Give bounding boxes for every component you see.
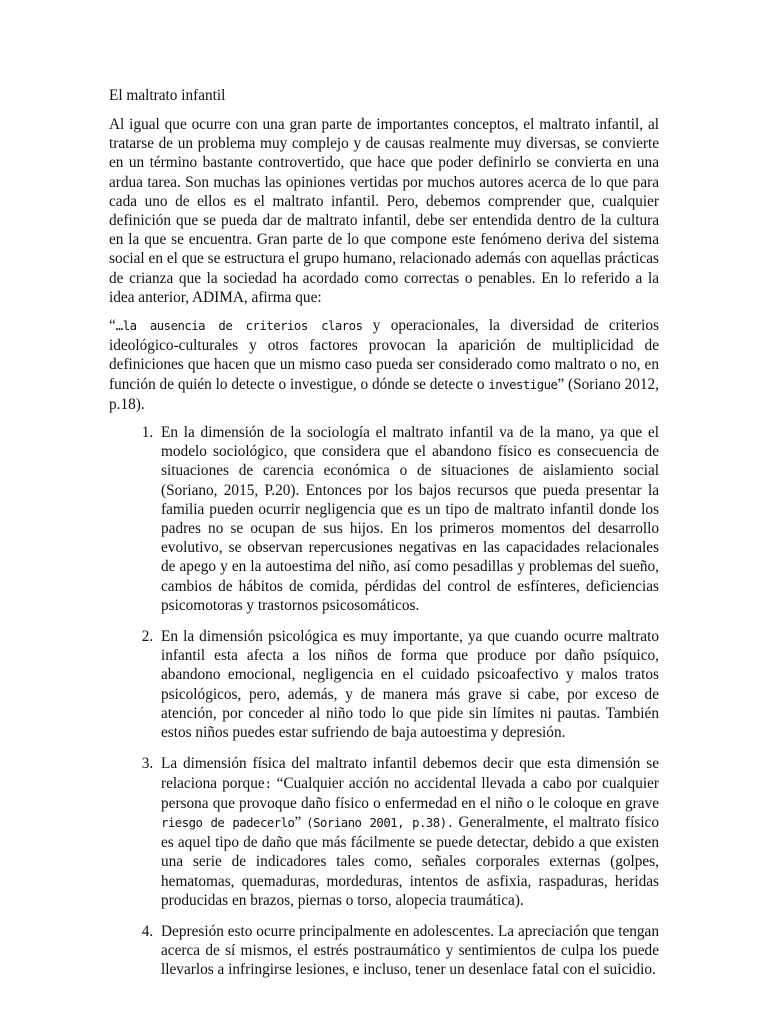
quote-citation: ” (Soriano 2012, p.18). xyxy=(109,375,659,413)
list-item-physical xyxy=(157,754,659,910)
list-item-psychology xyxy=(157,627,659,742)
list-item-sociology xyxy=(157,423,659,615)
list-item-text: Depresión esto ocurre principalmente en adolescentes. La apreciación que tengan acerca de sí mismos, el estrés postraumático y sentimientos de culpa los puede llevarlos a infringirse lesiones, e incluso, tener un desenlace fatal con el suicidio. xyxy=(161,922,659,979)
list-item-text-a: La dimensión física del maltrato infantil debemos decir que esta dimensión se relaciona porque xyxy=(161,755,659,792)
document-title: El maltrato infantil xyxy=(109,87,226,104)
list-item-depression xyxy=(157,922,659,980)
list-item-text: En la dimensión de la sociología el maltrato infantil va de la mano, ya que el modelo sociológico, que considera que el abandono físico es consecuencia de situaciones de carencia económica o de situaciones de aislamiento social (Soriano, 2015, P.20). Entonces por los bajos recursos que pueda presentar la familia pueden ocurrir negligencia que es un tipo de maltrato infantil donde los padres no se ocupan de sus hijos. En los primeros momentos del desarrollo evolutivo, se observan repercusiones negativas en las capacidades relacionales de apego y en la autoestima del niño, así como pesadillas y problemas del sueño, cambios de hábitos de comida, pérdidas del control de esfínteres, deficiencias psicomotoras y trastornos psicosomáticos. xyxy=(161,424,659,614)
quote-open-mark: “ xyxy=(109,317,116,335)
quote-mono-start: …la ausencia de criterios claros xyxy=(115,319,363,334)
list-item-text-b: “Cualquier acción no accidental llevada a cabo por cualquier persona que provoque daño físico o enfermedad en el niño o le coloque en grave xyxy=(161,774,659,812)
quote-mono-end: investigue xyxy=(488,377,558,392)
quote-paragraph xyxy=(109,316,659,414)
list-item-mono-phrase: riesgo de padecerlo xyxy=(161,815,295,830)
intro-paragraph: Al igual que ocurre con una gran parte de importantes conceptos, el maltrato infantil, al tratarse de un problema muy complejo y de causas realmente muy diversas, se convierte en un término bastante controvertido, que hace que poder definirlo se convierta en una ardua tarea. Son muchas las opiniones vertidas por muchos autores acerca de lo que para cada uno de ellos es el maltrato infantil. Pero, debemos comprender que, cualquier definición que se pueda dar de maltrato infantil, debe ser entendida dentro de la cultura en la que se encuentra. Gran parte de lo que compone este fenómeno deriva del sistema social en el que se estructura el grupo humano, relacionado además con aquellas prácticas de crianza que la sociedad ha acordado como correctas o penables. En lo referido a la idea anterior, ADIMA, afirma que: xyxy=(109,116,659,306)
list-item-text-d: Generalmente, el maltrato físico es aquel tipo de daño que más fácilmente se puede detectar, debido a que existen una serie de indicadores tales como, señales corporales externas (golpes, hematomas, quemaduras, mordeduras, intentos de asfixia, raspaduras, heridas producidas en brazos, piernas o torso, alopecia traumática). xyxy=(161,813,659,909)
dimensions-list xyxy=(109,423,659,979)
list-item-mono-citation: (Soriano 2001, p.38). xyxy=(306,815,454,830)
list-item-colon: : xyxy=(264,776,272,791)
list-item-text: En la dimensión psicológica es muy importante, ya que cuando ocurre maltrato infantil esta afecta a los niños de forma que produce por daño psíquico, abandono emocional, negligencia en el cuidado psicoafectivo y malos tratos psicológicos, pero, además, y de manera más grave si cabe, por exceso de atención, por conceder al niño todo lo que pide sin límites ni pautas. También estos niños puedes estar sufriendo de baja autoestima y depresión. xyxy=(161,628,659,742)
list-item-text-c: ” xyxy=(294,813,307,831)
quote-middle: y operacionales, la diversidad de criterios ideológico-culturales y otros factores provocan la aparición de multiplicidad de definiciones que hacen que un mismo caso pueda ser considerado como maltrato o no, en función de quién lo detecte o investigue, o dónde se detecte o xyxy=(109,317,659,393)
